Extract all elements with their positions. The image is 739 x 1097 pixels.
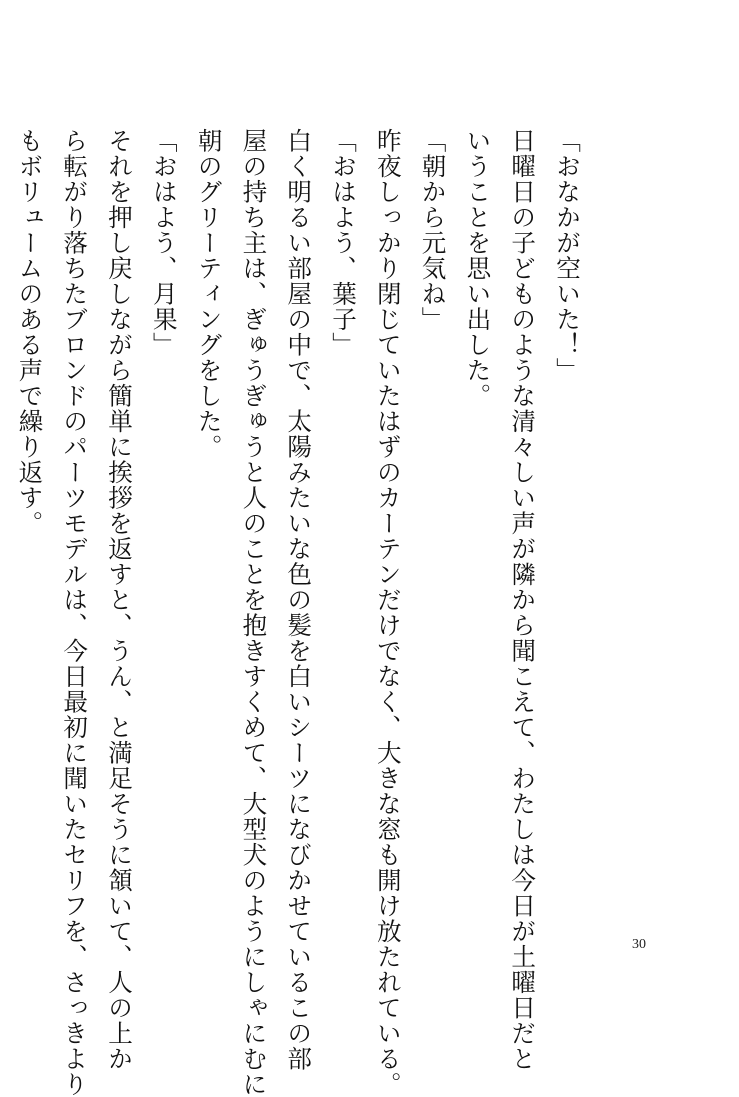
page-number: 30 xyxy=(632,937,646,952)
text-line xyxy=(0,128,7,928)
text-line: 屋の持ち主は、ぎゅうぎゅうと人のことを抱きすくめて、大型犬のようにしゃにむに xyxy=(239,128,269,1097)
text-line: 「朝から元気ね」 xyxy=(418,128,448,332)
text-line: 白く明るい部屋の中で、太陽みたいな色の髪を白いシーツになびかせているこの部 xyxy=(284,128,314,1072)
text-line: 日曜日の子どものような清々しい声が隣から聞こえて、わたしは今日が土曜日だと xyxy=(508,128,538,1072)
text-line: 朝のグリーティングをした。 xyxy=(194,128,224,460)
text-line: 「おはよう、月果」 xyxy=(149,128,179,358)
text-line: ら転がり落ちたブロンドのパーツモデルは、今日最初に聞いたセリフを、さっきより xyxy=(60,128,90,1097)
text-line: もボリュームのある声で繰り返す。 xyxy=(15,128,45,536)
text-line: それを押し戻しながら簡単に挨拶を返すと、うん、と満足そうに頷いて、人の上か xyxy=(105,128,135,1072)
text-line: いうことを思い出した。 xyxy=(463,128,493,409)
text-line: 「おはよう、葉子」 xyxy=(329,128,359,358)
body-text xyxy=(0,128,589,1097)
text-line: 昨夜しっかり閉じていたはずのカーテンだけでなく、大きな窓も開け放たれている。 xyxy=(373,128,403,1097)
text-line: 「おなかが空いた！」 xyxy=(553,128,582,383)
